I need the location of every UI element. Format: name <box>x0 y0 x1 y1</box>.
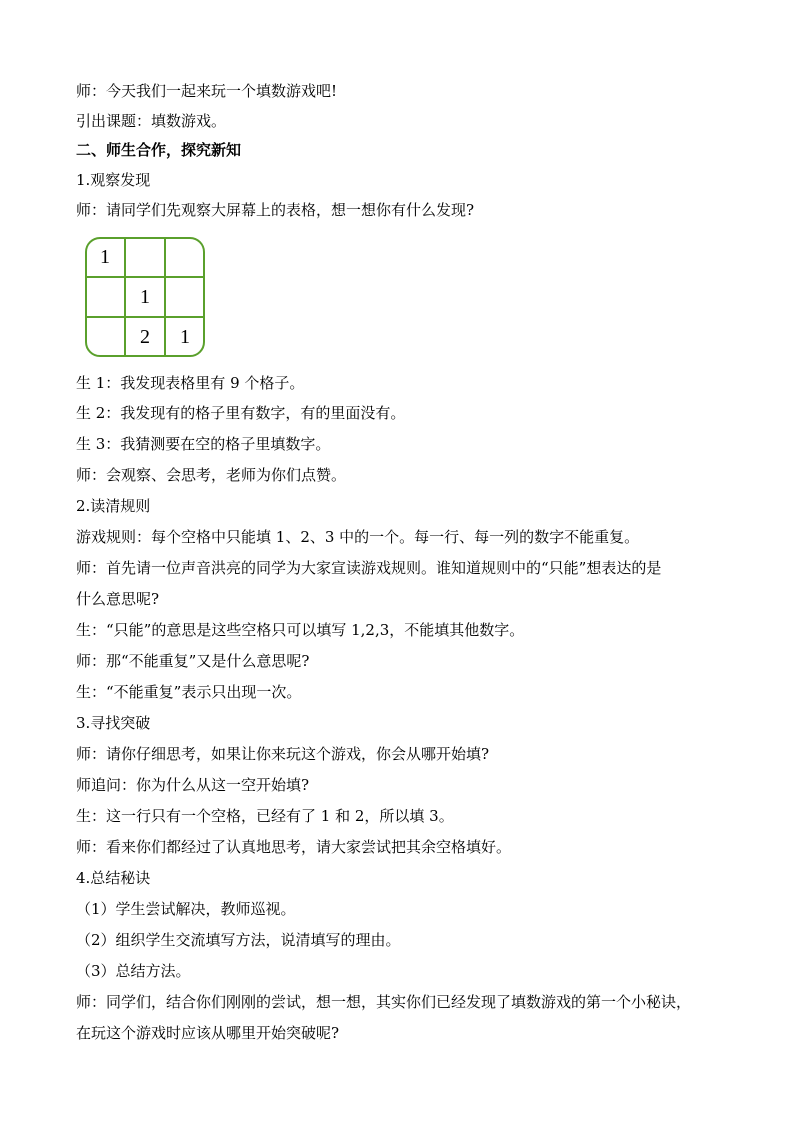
teacher-rules-question-cont: 什么意思呢? <box>76 590 160 608</box>
student-2-line: 生 2：我发现有的格子里有数字，有的里面没有。 <box>76 404 406 422</box>
subheading-observe: 1.观察发现 <box>76 171 151 189</box>
grid-cell <box>85 317 125 357</box>
section-heading: 二、师生合作，探究新知 <box>76 141 242 159</box>
student-reason-line: 生：这一行只有一个空格，已经有了 1 和 2，所以填 3。 <box>76 807 454 825</box>
student-1-line: 生 1：我发现表格里有 9 个格子。 <box>76 374 305 392</box>
topic-line: 引出课题：填数游戏。 <box>76 112 227 130</box>
student-no-repeat-answer: 生：“不能重复”表示只出现一次。 <box>76 683 302 701</box>
number-grid <box>85 237 205 357</box>
student-3-line: 生 3：我猜测要在空的格子里填数字。 <box>76 435 331 453</box>
teacher-rules-question: 师：首先请一位声音洪亮的同学为大家宣读游戏规则。谁知道规则中的“只能”想表达的是 <box>76 559 662 577</box>
subheading-breakthrough: 3.寻找突破 <box>76 714 151 732</box>
teacher-intro-line: 师：今天我们一起来玩一个填数游戏吧! <box>76 82 338 100</box>
grid-cell <box>85 277 125 317</box>
game-rules-line: 游戏规则：每个空格中只能填 1、2、3 中的一个。每一行、每一列的数字不能重复。 <box>76 528 640 546</box>
teacher-no-repeat-question: 师：那“不能重复”又是什么意思呢? <box>76 652 310 670</box>
teacher-think-line: 师：请你仔细思考，如果让你来玩这个游戏，你会从哪开始填? <box>76 745 490 763</box>
grid-cell: 1 <box>180 325 190 348</box>
grid-cell: 1 <box>140 285 150 308</box>
subheading-summary: 4.总结秘诀 <box>76 869 151 887</box>
teacher-observe-prompt: 师：请同学们先观察大屏幕上的表格，想一想你有什么发现? <box>76 201 475 219</box>
teacher-try-line: 师：看来你们都经过了认真地思考，请大家尝试把其余空格填好。 <box>76 838 512 856</box>
teacher-summary-line: 师：同学们，结合你们刚刚的尝试，想一想，其实你们已经发现了填数游戏的第一个小秘诀， <box>76 993 692 1011</box>
grid-cell: 2 <box>140 325 150 348</box>
grid-cell <box>165 237 205 277</box>
grid-cell <box>125 237 165 277</box>
teacher-followup-line: 师追问：你为什么从这一空开始填? <box>76 776 310 794</box>
step-3-line: （3）总结方法。 <box>76 962 191 980</box>
grid-cell: 1 <box>100 245 110 268</box>
teacher-praise-line: 师：会观察、会思考，老师为你们点赞。 <box>76 466 347 484</box>
grid-cell <box>165 277 205 317</box>
step-2-line: （2）组织学生交流填写方法，说清填写的理由。 <box>76 931 401 949</box>
subheading-rules: 2.读清规则 <box>76 497 151 515</box>
step-1-line: （1）学生尝试解决，教师巡视。 <box>76 900 296 918</box>
student-only-can-answer: 生：“只能”的意思是这些空格只可以填写 1,2,3，不能填其他数字。 <box>76 621 525 639</box>
teacher-summary-line-cont: 在玩这个游戏时应该从哪里开始突破呢? <box>76 1024 340 1042</box>
